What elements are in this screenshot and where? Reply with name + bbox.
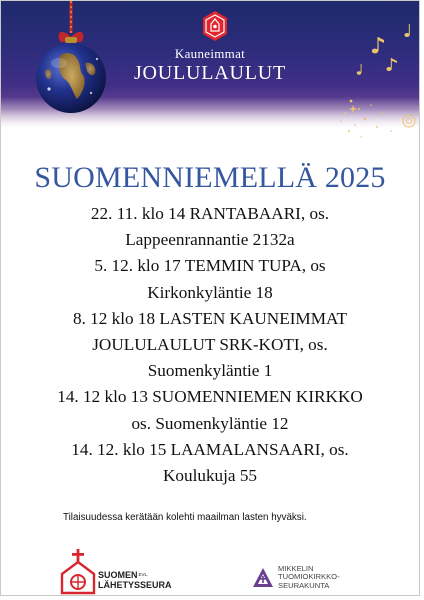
music-notes-icon [351,21,420,91]
event-line: 14. 12 klo 13 SUOMENNIEMEN KIRKKO [57,387,363,407]
logo-top-text: Kauneimmat [174,46,246,61]
lahetysseura-name [98,570,172,590]
lahetysseura-line2: LÄHETYSSEURA [98,580,172,590]
kauneimmat-emblem-icon [200,11,230,41]
parish-name [278,565,340,590]
sparkles-decoration-icon [331,91,420,151]
lahetysseura-cross-icon [59,549,97,595]
lahetysseura-evl: EVL. [138,572,149,577]
event-line: JOULULAULUT SRK-KOTI, os. [92,335,328,355]
lahetysseura-logo [59,549,179,595]
logo-main-text: JOULULAULUT [133,62,287,84]
parish-line1: MIKKELIN [278,564,314,573]
parish-line2: TUOMIOKIRKKO- [278,572,340,582]
mikkeli-parish-logo [252,565,372,596]
event-line: 8. 12 klo 18 LASTEN KAUNEIMMAT [72,308,348,328]
event-title: SUOMENNIEMELLÄ 2025 [34,161,386,194]
event-line: 14. 12. klo 15 LAAMALANSAARI, os. [71,439,349,459]
event-line: 5. 12. klo 17 TEMMIN TUPA, os [94,256,326,276]
event-line: 22. 11. klo 14 RANTABAARI, os. [90,204,330,223]
parish-triangle-icon [252,567,274,589]
event-line: Suomenkyläntie 1 [147,361,273,381]
event-line: os. Suomenkyläntie 12 [131,413,289,433]
lahetysseura-line1: SUOMEN [98,570,138,580]
event-line: Lappeenrannantie 2132a [125,230,295,250]
event-line: Koulukuja 55 [162,466,258,486]
event-list [1,201,419,489]
collection-note: Tilaisuudessa kerätään kolehti maailman lasten hyväksi. [63,512,307,523]
parish-line3: SEURAKUNTA [278,580,330,590]
event-line: Kirkonkyläntie 18 [147,282,273,302]
